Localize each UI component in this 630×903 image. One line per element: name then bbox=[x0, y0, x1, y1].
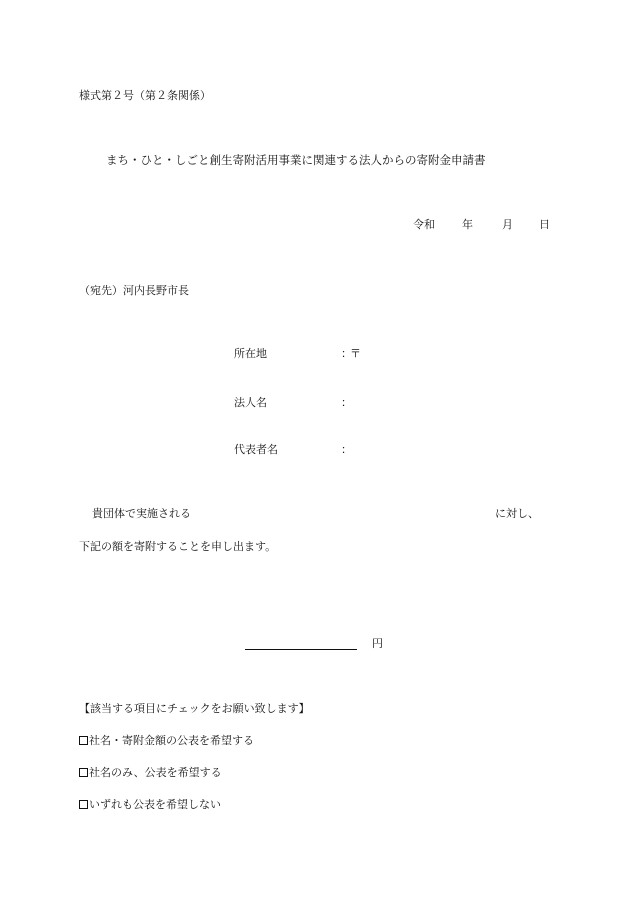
body-line1-suffix: に対し、 bbox=[495, 507, 539, 520]
representative-colon: ： bbox=[341, 443, 352, 456]
disclosure-option-label: 社名のみ、公表を希望する bbox=[89, 766, 222, 779]
date-year-unit: 年 bbox=[462, 218, 473, 231]
representative-label: 代表者名 bbox=[234, 443, 278, 456]
disclosure-option-label: いずれも公表を希望しない bbox=[89, 798, 221, 811]
corp-name-colon: ： bbox=[341, 396, 352, 409]
postal-mark: 〒 bbox=[350, 347, 361, 360]
address-label: 所在地 bbox=[234, 347, 267, 360]
disclosure-option-name-and-amount[interactable] bbox=[79, 734, 254, 748]
form-number: 様式第２号（第２条関係） bbox=[79, 89, 211, 102]
disclosure-option-none[interactable] bbox=[79, 798, 221, 812]
disclosure-option-label: 社名・寄附金額の公表を希望する bbox=[89, 734, 254, 747]
body-line2: 下記の額を寄附することを申し出ます。 bbox=[79, 540, 277, 553]
amount-underline bbox=[245, 649, 357, 650]
date-month-unit: 月 bbox=[502, 218, 513, 231]
body-line1-prefix: 貴団体で実施される bbox=[92, 507, 191, 520]
document-title: まち・ひと・しごと創生寄附活用事業に関連する法人からの寄附金申請書 bbox=[106, 153, 486, 167]
addressee: （宛先）河内長野市長 bbox=[79, 284, 189, 297]
corp-name-label: 法人名 bbox=[234, 396, 267, 409]
checkbox-icon[interactable] bbox=[79, 800, 88, 809]
date-era: 令和 bbox=[413, 218, 435, 231]
checkbox-icon[interactable] bbox=[79, 768, 88, 777]
date-day-unit: 日 bbox=[539, 218, 550, 231]
checkbox-icon[interactable] bbox=[79, 736, 88, 745]
disclosure-heading: 【該当する項目にチェックをお願い致します】 bbox=[79, 702, 310, 715]
disclosure-option-name-only[interactable] bbox=[79, 766, 222, 780]
amount-unit: 円 bbox=[372, 637, 383, 650]
address-colon: ： bbox=[341, 347, 352, 360]
